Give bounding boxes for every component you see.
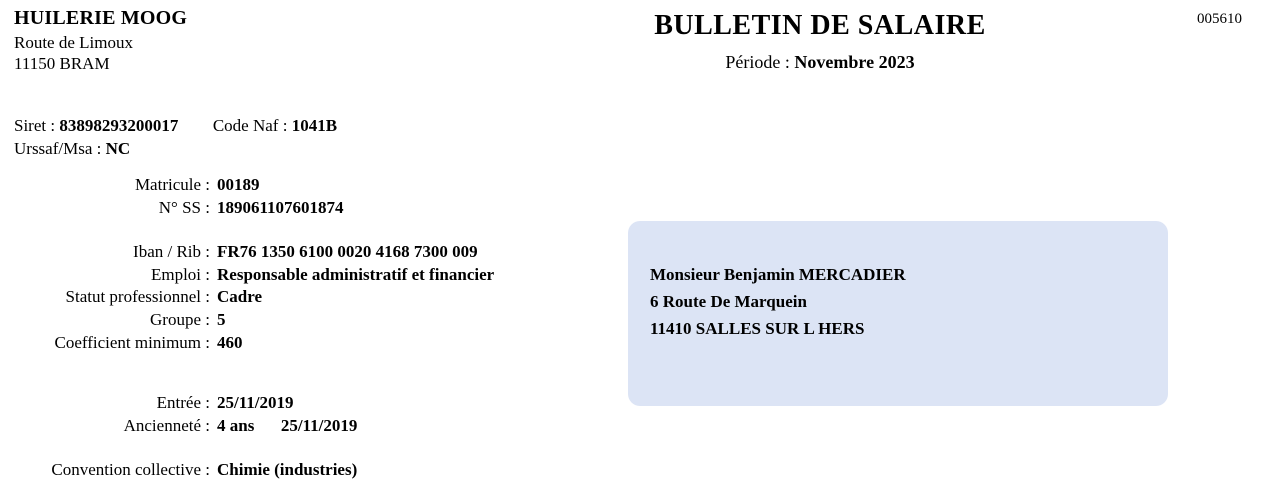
table-row [14, 286, 494, 309]
detail-value: 5 [217, 310, 226, 330]
detail-value: 25/11/2019 [217, 393, 294, 413]
spacer-cell [217, 376, 494, 392]
employee-city: 11410 SALLES SUR L HERS [650, 318, 865, 338]
urssaf-value: NC [105, 139, 131, 159]
table-spacer-row [14, 219, 494, 241]
detail-value: Chimie (industries) [217, 460, 358, 480]
table-row [14, 197, 494, 220]
detail-label: Groupe : [150, 310, 210, 330]
detail-label: Iban / Rib : [133, 242, 210, 262]
detail-label: Coefficient minimum : [54, 332, 210, 352]
seniority-years: 4 ans [217, 415, 255, 435]
table-spacer-row [14, 354, 494, 376]
spacer-cell [14, 354, 217, 376]
period-line [560, 52, 1080, 73]
detail-label: Ancienneté : [123, 415, 210, 435]
detail-value: 460 [217, 332, 243, 352]
table-row [14, 459, 494, 482]
period-label: Période : [725, 52, 790, 72]
spacer-cell [14, 437, 217, 459]
naf-value: 1041B [291, 116, 338, 135]
siret-value: 83898293200017 [59, 116, 179, 135]
table-row [14, 415, 494, 438]
table-row [14, 174, 494, 197]
urssaf-line [14, 137, 337, 160]
page-title: BULLETIN DE SALAIRE [654, 10, 986, 41]
siret-line [14, 114, 337, 137]
spacer-cell [14, 376, 217, 392]
table-spacer-row [14, 437, 494, 459]
spacer-cell [217, 437, 494, 459]
table-spacer-row [14, 376, 494, 392]
detail-label: Convention collective : [51, 460, 210, 480]
spacer-cell [217, 219, 494, 241]
table-row [14, 392, 494, 415]
siret-label: Siret : [14, 116, 56, 135]
employee-street: 6 Route De Marquein [650, 291, 807, 311]
detail-value: Cadre [217, 287, 263, 307]
title-block [560, 10, 1080, 73]
employee-address-content [650, 262, 906, 343]
detail-value: 189061107601874 [217, 197, 344, 217]
employer-city-line: 11150 BRAM [14, 54, 110, 74]
detail-label: Statut professionnel : [65, 287, 210, 307]
detail-label: Emploi : [150, 264, 210, 284]
detail-value: Responsable administratif et financier [217, 264, 495, 284]
detail-value-group [217, 415, 494, 438]
employer-block [14, 6, 187, 75]
employer-identifiers [14, 114, 337, 161]
employer-address-line: Route de Limoux [14, 32, 133, 52]
employee-name: Monsieur Benjamin MERCADIER [650, 265, 906, 284]
table-row [14, 264, 494, 287]
period-value: Novembre 2023 [794, 52, 915, 72]
employer-name: HUILERIE MOOG [14, 7, 188, 29]
seniority-date: 25/11/2019 [280, 415, 358, 435]
table-row [14, 241, 494, 264]
table-row [14, 309, 494, 332]
detail-label: Matricule : [134, 175, 210, 194]
table-row [14, 332, 494, 355]
document-number: 005610 [1197, 11, 1242, 27]
naf-label: Code Naf : [212, 116, 288, 135]
spacer-cell [217, 354, 494, 376]
urssaf-label: Urssaf/Msa : [14, 139, 102, 159]
spacer-cell [14, 219, 217, 241]
detail-value: FR76 1350 6100 0020 4168 7300 009 [217, 242, 478, 262]
detail-value: 00189 [217, 175, 260, 194]
employee-address-box [628, 221, 1168, 406]
detail-label: N° SS : [158, 197, 210, 217]
employee-details-table [14, 174, 494, 482]
detail-label: Entrée : [156, 393, 210, 413]
